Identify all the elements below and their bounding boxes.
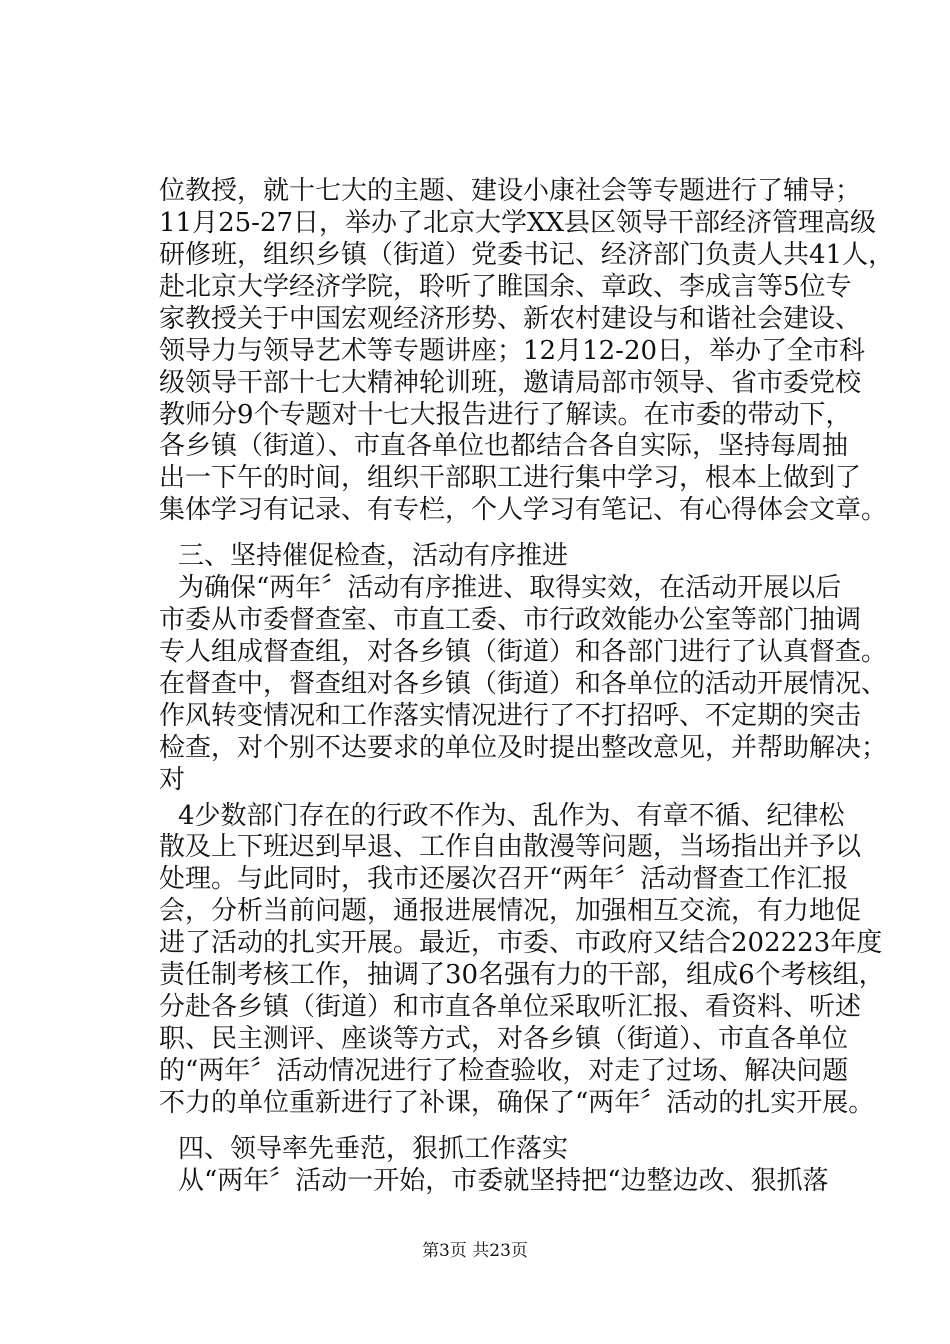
body-line: 出一下午的时间，组织干部职工进行集中学习，根本上做到了 [159, 463, 862, 493]
body-line: 11月25-27日，举办了北京大学XX县区领导干部经济管理高级 [159, 208, 877, 238]
body-line: 分赴各乡镇（街道）和市直各单位采取听汇报、看资料、听述 [159, 992, 862, 1022]
body-line: 职、民主测评、座谈等方式，对各乡镇（街道）、市直各单位 [159, 1024, 849, 1054]
body-line: 专人组成督查组，对各乡镇（街道）和各部门进行了认真督查。 [159, 637, 888, 667]
section-heading: 四、领导率先垂范，狠抓工作落实 [178, 1134, 569, 1164]
body-line: 市委从市委督查室、市直工委、市行政效能办公室等部门抽调 [159, 605, 862, 635]
body-line: 从“两年〞活动一开始，市委就坚持把“边整边改、狠抓落 [178, 1166, 829, 1196]
body-line: 位教授，就十七大的主题、建设小康社会等专题进行了辅导； [159, 176, 862, 206]
body-line: 教师分9个专题对十七大报告进行了解读。在市委的带动下， [159, 400, 852, 430]
body-line: 4少数部门存在的行政不作为、乱作为、有章不循、纪律松 [178, 801, 845, 831]
page-footer: 第3页 共23页 [422, 1241, 528, 1261]
body-line: 级领导干部十七大精神轮训班，邀请局部市领导、省市委党校 [159, 368, 862, 398]
body-line: 会，分析当前问题，通报进展情况，加强相互交流，有力地促 [159, 896, 862, 926]
body-line: 责任制考核工作，抽调了30名强有力的干部，组成6个考核组， [159, 960, 885, 990]
body-line: 的“两年〞活动情况进行了检查验收，对走了过场、解决问题 [159, 1056, 849, 1086]
body-line: 赴北京大学经济学院，聆听了睢国余、章政、李成言等5位专 [159, 272, 852, 302]
body-line: 作风转变情况和工作落实情况进行了不打招呼、不定期的突击 [159, 701, 862, 731]
section-heading: 三、坚持催促检查，活动有序推进 [178, 541, 569, 571]
body-line: 不力的单位重新进行了补课，确保了“两年〞活动的扎实开展。 [159, 1088, 875, 1118]
body-line: 处理。与此同时，我市还屡次召开“两年〞活动督查工作汇报 [159, 864, 849, 894]
body-line: 家教授关于中国宏观经济形势、新农村建设与和谐社会建设、 [159, 304, 862, 334]
body-line: 各乡镇（街道）、市直各单位也都结合各自实际，坚持每周抽 [159, 431, 849, 461]
body-line: 集体学习有记录、有专栏，个人学习有笔记、有心得体会文章。 [159, 495, 888, 525]
body-line: 为确保“两年〞活动有序推进、取得实效，在活动开展以后 [178, 573, 842, 603]
body-line: 领导力与领导艺术等专题讲座；12月12-20日，举办了全市科 [159, 336, 866, 366]
body-line: 检查，对个别不达要求的单位及时提出整改意见，并帮助解决； [159, 733, 888, 763]
body-line: 研修班，组织乡镇（街道）党委书记、经济部门负责人共41人， [159, 240, 895, 270]
body-line: 对 [159, 765, 186, 795]
body-line: 进了活动的扎实开展。最近，市委、市政府又结合202223年度 [159, 928, 883, 958]
body-line: 在督查中，督查组对各乡镇（街道）和各单位的活动开展情况、 [159, 669, 888, 699]
body-line: 散及上下班迟到早退、工作自由散漫等问题，当场指出并予以 [159, 832, 862, 862]
